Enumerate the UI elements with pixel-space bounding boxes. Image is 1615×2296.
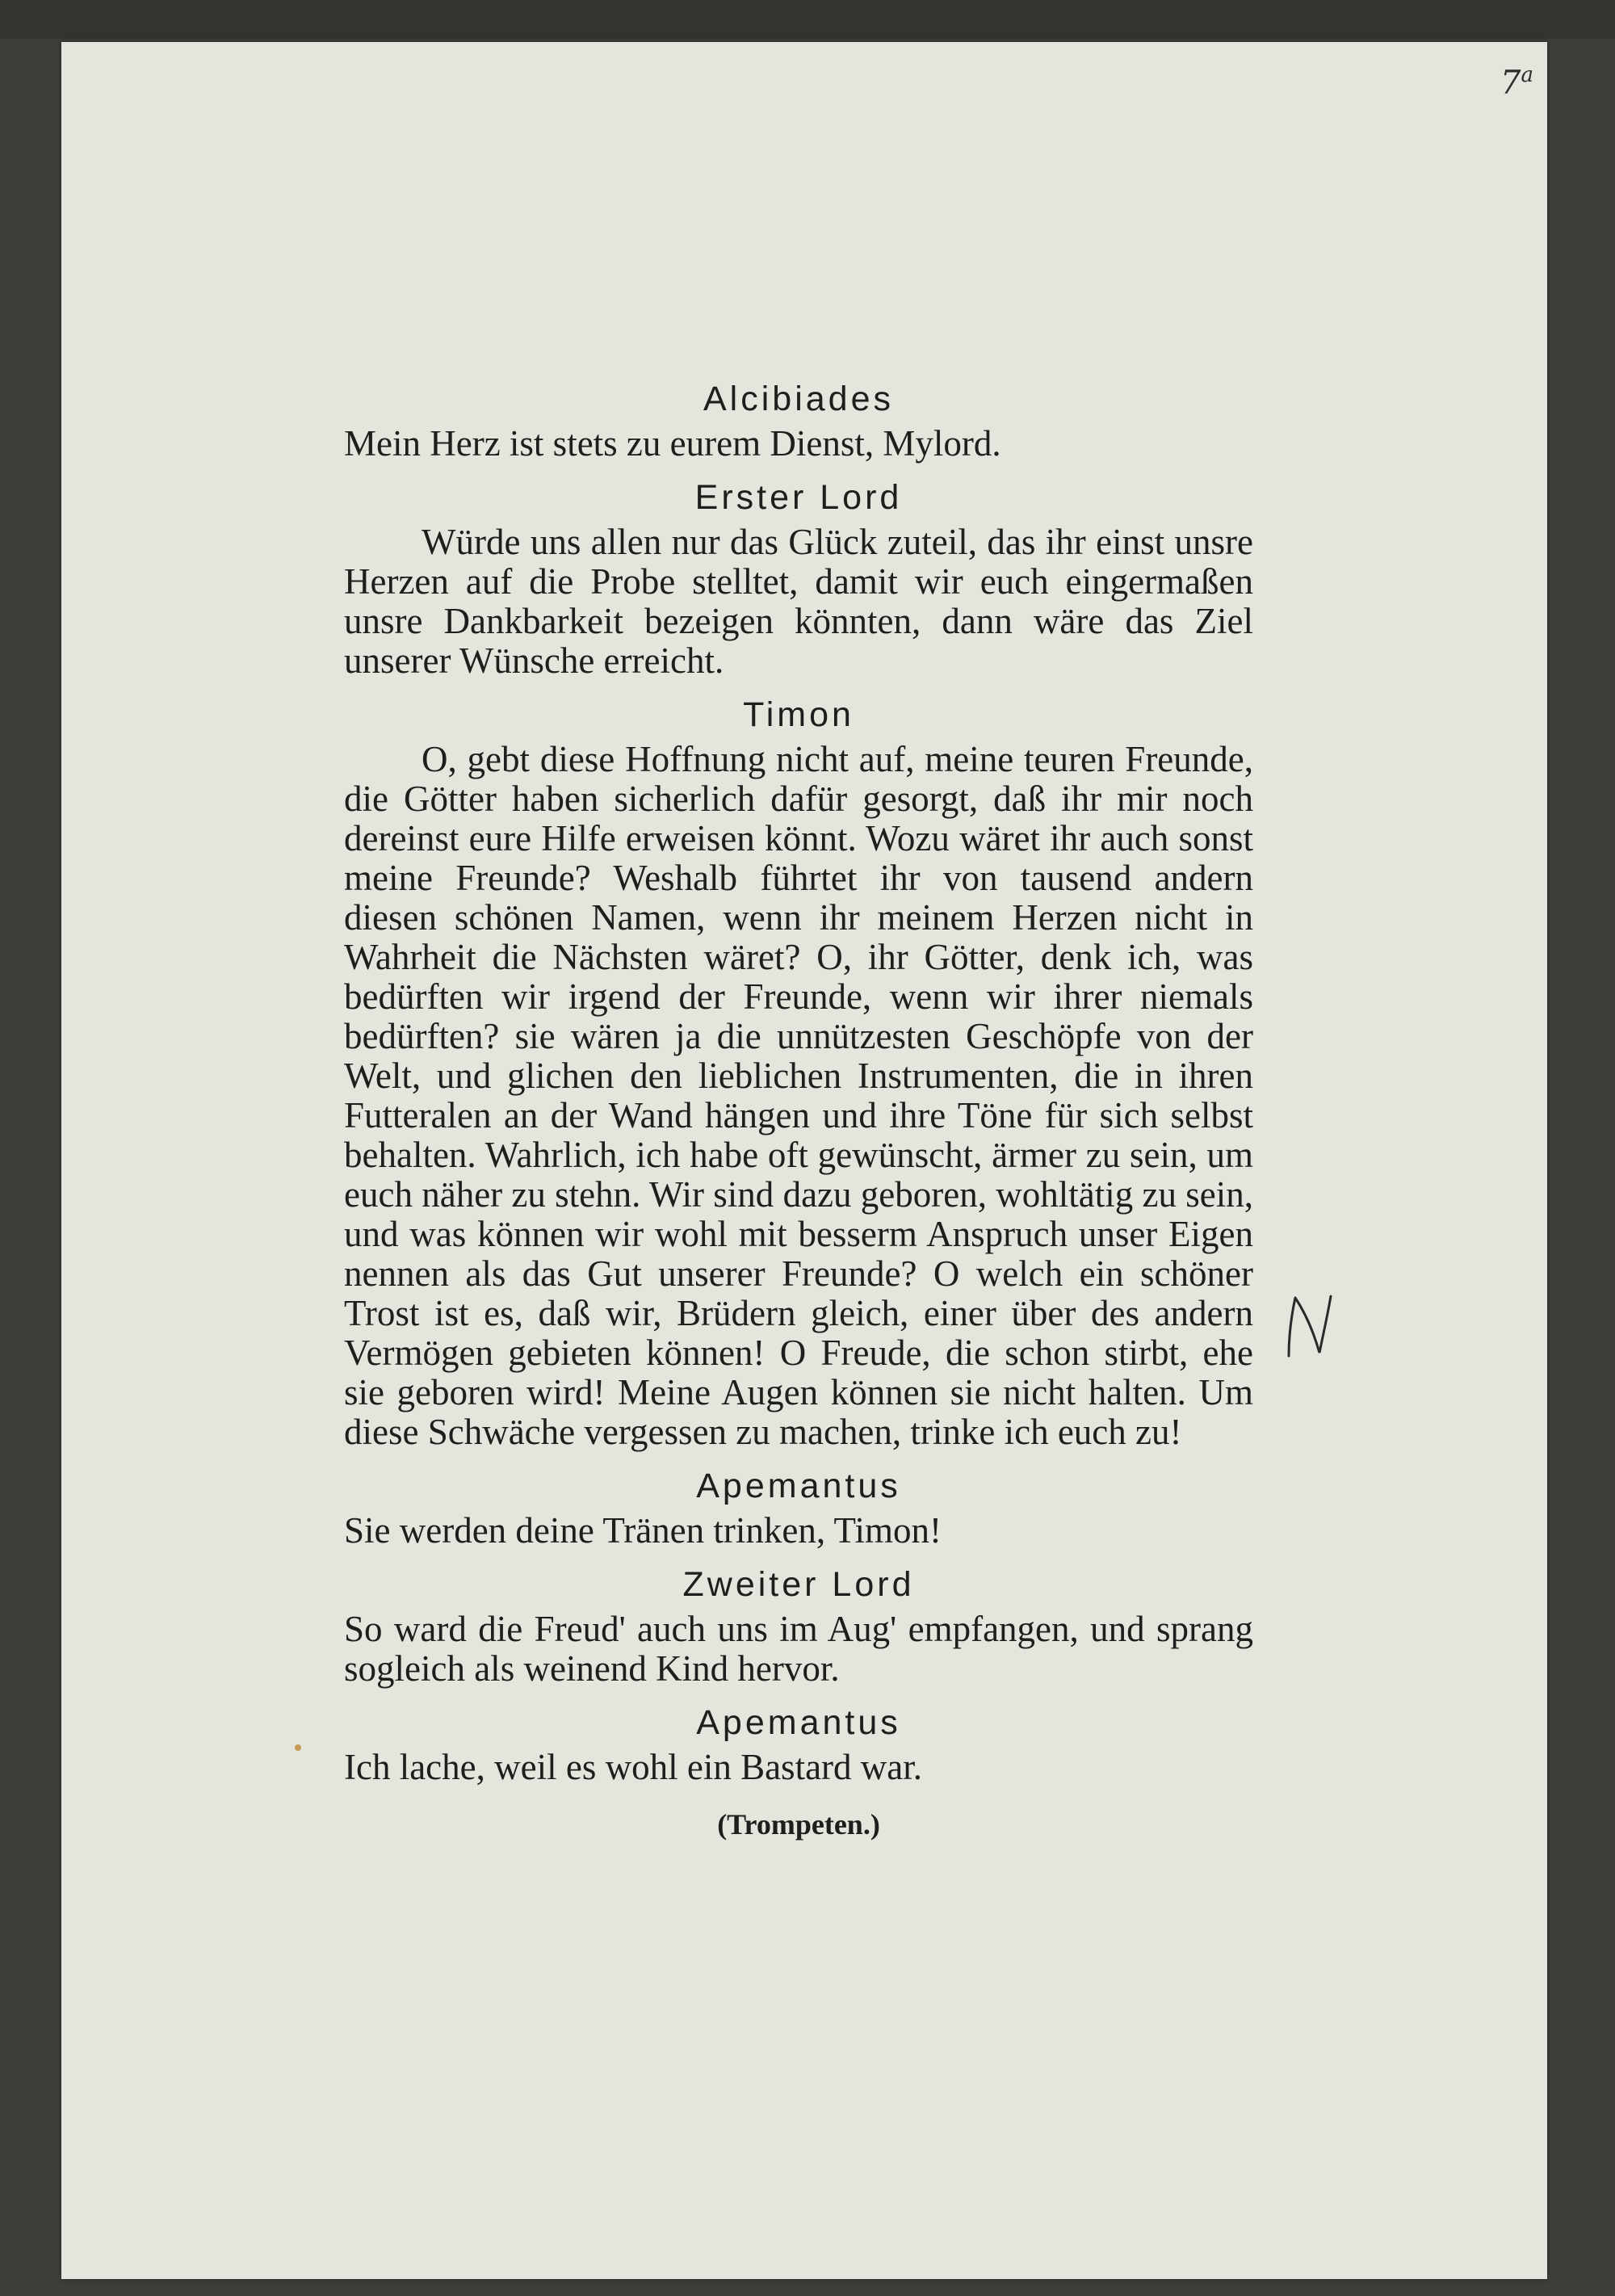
page-number-value: 7 bbox=[1500, 64, 1521, 102]
page-number-sup: a bbox=[1521, 63, 1533, 87]
speech-text: So ward die Freud' auch uns im Aug' empfangen, und sprang sogleich als weinend Kind hervor. bbox=[344, 1609, 1253, 1689]
speech-text: Mein Herz ist stets zu eurem Dienst, Mylord. bbox=[344, 423, 1001, 464]
speaker-heading: Timon bbox=[743, 695, 854, 734]
speaker-heading: Alcibiades bbox=[703, 380, 894, 418]
speech-text: O, gebt diese Hoffnung nicht auf, meine teuren Freunde, die Götter haben sicherlich dafür gesorgt, daß ihr mir noch dereinst eure Hilfe erweisen könnt. Wozu wäret ihr auch sonst meine Freunde? Weshalb führtet ihr von tausend andern diesen schönen Namen, wenn ihr meinem Herzen nicht in Wahrheit die Nächsten wäret? O, ihr Götter, denk ich, was bedürften wir irgend der Freunde, wenn wir ihrer niemals bedürften? sie wären ja die unnützesten Geschöpfe von der Welt, und glichen den lieblichen Instrumenten, die in ihren Futteralen an der Wand hängen und ihre Töne für sich selbst behalten. Wahrlich, ich habe oft gewünscht, ärmer zu sein, um euch näher zu stehn. Wir sind dazu geboren, wohltätig zu sein, und was können wir wohl mit besserm Anspruch unser Eigen nennen als das Gut unserer Freunde? O welch ein schöner Trost ist es, daß wir, Brüdern gleich, einer über des andern Vermögen gebieten können! O Freude, die schon stirbt, ehe sie geboren wird! Meine Augen können sie nicht halten. Um diese Schwäche vergessen zu machen, trinke ich euch zu! bbox=[344, 739, 1253, 1452]
paper-blemish bbox=[295, 1744, 301, 1751]
page-number bbox=[1500, 63, 1533, 101]
stage-direction: (Trompeten.) bbox=[717, 1808, 880, 1841]
play-text bbox=[344, 380, 1253, 1845]
speaker-heading: Apemantus bbox=[696, 1703, 901, 1742]
speaker-heading: Apemantus bbox=[696, 1467, 901, 1505]
speech-text: Sie werden deine Tränen trinken, Timon! bbox=[344, 1510, 942, 1551]
speech-text: Würde uns allen nur das Glück zuteil, das ihr einst unsre Herzen auf die Probe stelltet, damit wir euch eingermaßen unsre Dankbarkeit bezeigen könnten, dann wäre das Ziel unserer Wünsche erreicht. bbox=[344, 522, 1253, 681]
speaker-heading: Zweiter Lord bbox=[682, 1565, 915, 1604]
handwritten-margin-mark bbox=[1284, 1288, 1336, 1361]
speech-text: Ich lache, weil es wohl ein Bastard war. bbox=[344, 1747, 923, 1787]
speaker-heading: Erster Lord bbox=[694, 478, 903, 517]
scan-border bbox=[0, 0, 1615, 39]
